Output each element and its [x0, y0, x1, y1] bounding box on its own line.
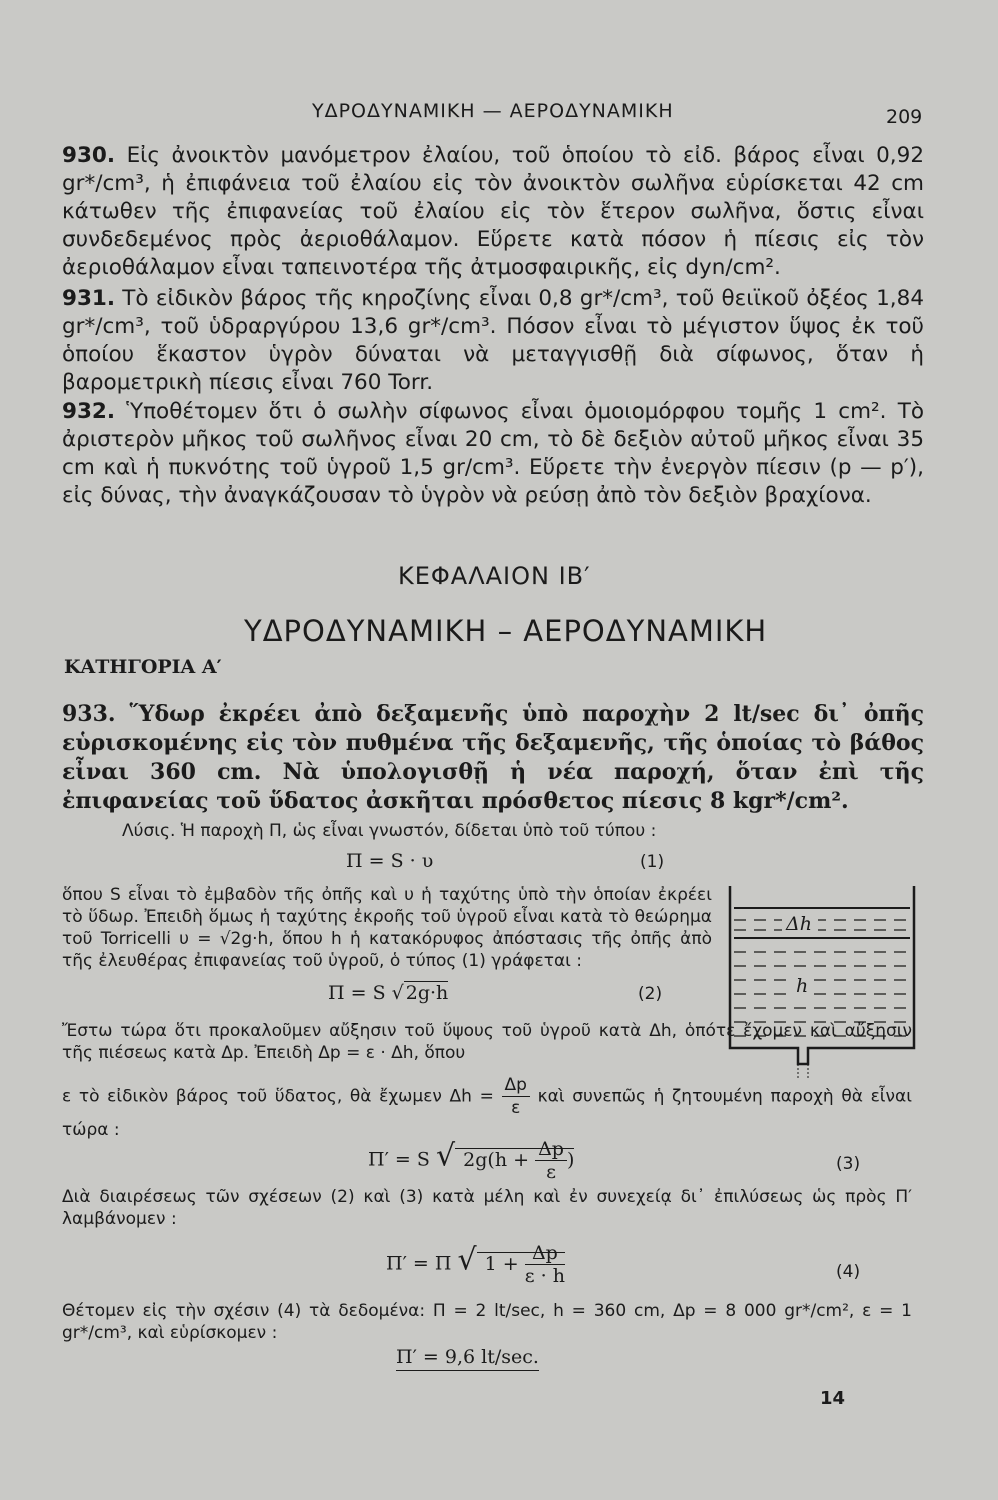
tank-outline: [730, 886, 914, 1064]
fraction-denominator: ε: [511, 1098, 521, 1118]
label-delta-h: Δh: [786, 913, 812, 935]
page-number: 209: [886, 106, 923, 128]
solution-paragraph-3b: [62, 1074, 912, 1141]
equation-3-radicand-a: 2g: [463, 1148, 488, 1171]
problem-number: 933.: [62, 701, 116, 727]
signature-number: 14: [820, 1388, 846, 1409]
solution-text-3c: καὶ συνεπῶς ἡ ζητουμένη παροχὴ θὰ εἶναι τώρα :: [62, 1086, 912, 1140]
equation-3-radicand-b: h +: [494, 1148, 530, 1171]
problem-number: 931.: [62, 286, 116, 311]
fraction-denominator: ε · h: [524, 1265, 565, 1287]
category-heading: ΚΑΤΗΓΟΡΙΑ Α′: [64, 656, 222, 678]
solution-intro: Λύσις. Ἡ παροχὴ Π, ὡς εἶναι γνωστόν, δίδεται ὑπὸ τοῦ τύπου :: [122, 821, 657, 841]
problem-number: 930.: [62, 143, 116, 168]
problem-932: [62, 398, 924, 510]
equation-3-lhs: Π′ = S: [368, 1148, 430, 1171]
problem-933: [62, 700, 924, 816]
problem-930: [62, 142, 924, 282]
problem-text: Τὸ εἰδικὸν βάρος τῆς κηροζίνης εἶναι 0,8 gr*/cm³, τοῦ θειϊκοῦ ὀξέος 1,84 gr*/cm³, τοῦ ὑδραργύρου 13,6 gr*/cm³. Πόσον εἶναι τὸ μέγιστον ὕψος ἐκ τοῦ ὁποίου ἕκαστον ὑγρὸν δύναται νὰ μεταγγισθῇ διὰ σίφωνος, ὅταν ἡ βαρομετρικὴ πίεσις εἶναι 760 Torr.: [62, 286, 924, 395]
fraction-denominator: ε: [546, 1161, 556, 1183]
equation-2-number: (2): [638, 984, 663, 1004]
equation-4-number: (4): [836, 1262, 861, 1282]
equation-2: [328, 982, 448, 1004]
equation-3: [368, 1138, 574, 1183]
equation-1: Π = S · υ: [346, 850, 434, 872]
fraction-numerator: Δp: [535, 1138, 567, 1161]
tank-figure: [724, 882, 924, 1082]
solution-text-3b: ε τὸ εἰδικὸν βάρος τοῦ ὕδατος, θὰ ἔχωμεν Δh =: [62, 1086, 494, 1107]
running-header: ΥΔΡΟΔΥΝΑΜΙΚΗ — ΑΕΡΟΔΥΝΑΜΙΚΗ: [312, 100, 674, 122]
fraction-numerator: Δp: [525, 1242, 565, 1265]
solution-paragraph-2: ὅπου S εἶναι τὸ ἐμβαδὸν τῆς ὀπῆς καὶ υ ἡ ταχύτης ὑπὸ τὴν ὁποίαν ἐκρέει τὸ ὕδωρ. Ἐπειδὴ ὅμως ἡ ταχύτης ἐκροῆς τοῦ ὑγροῦ εἶναι κατὰ τὸ θεώρημα τοῦ Torricelli υ = √2g·h, ὅπου h ἡ κατακόρυφος ἀπόστασις τῆς ὀπῆς ἀπὸ τῆς ἐλευθέρας ἐπιφανείας τοῦ ὑγροῦ, ὁ τύπος (1) γράφεται :: [62, 885, 712, 971]
problem-text: Ὕδωρ ἐκρέει ἀπὸ δεξαμενῆς ὑπὸ παροχὴν 2 lt/sec δι᾽ ὀπῆς εὑρισκομένης εἰς τὸν πυθμένα τῆς δεξαμενῆς, τῆς ὁποίας τὸ βάθος εἶναι 360 cm. Νὰ ὑπολογισθῇ ἡ νέα παροχή, ὅταν ἐπὶ τῆς ἐπιφανείας τοῦ ὕδατος ἀσκῆται πρόσθετος πίεσις 8 kgr*/cm².: [62, 701, 924, 814]
fraction-dp-over-eh: [525, 1242, 565, 1287]
equation-2-lhs: Π = S: [328, 982, 386, 1004]
equation-4: [386, 1242, 565, 1287]
equation-2-radicand: 2g·h: [405, 982, 449, 1004]
sqrt-sign-icon: √: [457, 1242, 477, 1278]
equation-4-one: 1 +: [484, 1252, 519, 1275]
problem-number: 932.: [62, 399, 116, 424]
equation-3-radicand: 2g(h + $\frac{\Delta p}{\varepsilon}$ ): [455, 1148, 574, 1171]
chapter-title: ΥΔΡΟΔΥΝΑΜΙΚΗ – ΑΕΡΟΔΥΝΑΜΙΚΗ: [244, 614, 768, 648]
solution-paragraph-4: Διὰ διαιρέσεως τῶν σχέσεων (2) καὶ (3) κατὰ μέλη καὶ ἐν συνεχείᾳ δι᾽ ἐπιλύσεως ὡς πρὸς Π′ λαμβάνομεν :: [62, 1187, 912, 1229]
equation-3-number: (3): [836, 1154, 861, 1174]
fraction-dp-over-e: [502, 1074, 530, 1119]
sqrt-sign-icon: √: [391, 982, 404, 1004]
label-h: h: [796, 975, 809, 997]
solution-paragraph-3a: Ἔστω τώρα ὅτι προκαλοῦμεν αὔξησιν τοῦ ὕψους τοῦ ὑγροῦ κατὰ Δh, ὁπότε ἔχομεν καὶ αὔξησιν τῆς πιέσεως κατὰ Δp. Ἐπειδὴ Δp = ε · Δh, ὅπου: [62, 1021, 912, 1063]
problem-text: Εἰς ἀνοικτὸν μανόμετρον ἐλαίου, τοῦ ὁποίου τὸ εἰδ. βάρος εἶναι 0,92 gr*/cm³, ἡ ἐπιφάνεια τοῦ ἐλαίου εἰς τὸν ἀνοικτὸν σωλῆνα εὑρίσκεται 42 cm κάτωθεν τῆς ἐπιφανείας τοῦ ἐλαίου εἰς τὸν ἕτερον σωλῆνα, ὅστις εἶναι συνδεδεμένος πρὸς ἀεριοθάλαμον. Εὕρετε κατὰ πόσον ἡ πίεσις εἰς τὸν ἀεριοθάλαμον εἶναι ταπεινοτέρα τῆς ἀτμοσφαιρικῆς, εἰς dyn/cm².: [62, 143, 924, 280]
fraction-dp-over-e: [535, 1138, 567, 1183]
sqrt-sign-icon: √: [435, 1138, 456, 1174]
problem-931: [62, 285, 924, 397]
solution-paragraph-5: Θέτομεν εἰς τὴν σχέσιν (4) τὰ δεδομένα: Π = 2 lt/sec, h = 360 cm, Δp = 8 000 gr*/cm², ε = 1 gr*/cm³, καὶ εὑρίσκομεν :: [62, 1301, 912, 1343]
chapter-label: ΚΕΦΑΛΑΙΟΝ ΙΒ′: [398, 562, 591, 590]
fraction-numerator: Δp: [502, 1074, 530, 1097]
equation-4-lhs: Π′ = Π: [386, 1252, 452, 1275]
final-result: Π′ = 9,6 lt/sec.: [396, 1346, 539, 1371]
equation-1-number: (1): [640, 852, 665, 872]
problem-text: Ὑποθέτομεν ὅτι ὁ σωλὴν σίφωνος εἶναι ὁμοιομόρφου τομῆς 1 cm². Τὸ ἀριστερὸν μῆκος τοῦ σωλῆνος εἶναι 20 cm, τὸ δὲ δεξιὸν αὐτοῦ μῆκος εἶναι 35 cm καὶ ἡ πυκνότης τοῦ ὑγροῦ 1,5 gr/cm³. Εὕρετε τὴν ἐνεργὸν πίεσιν (p — p′), εἰς δύνας, τὴν ἀναγκάζουσαν τὸ ὑγρὸν νὰ ρεύσῃ ἀπὸ τὸν δεξιὸν βραχίονα.: [62, 399, 924, 508]
